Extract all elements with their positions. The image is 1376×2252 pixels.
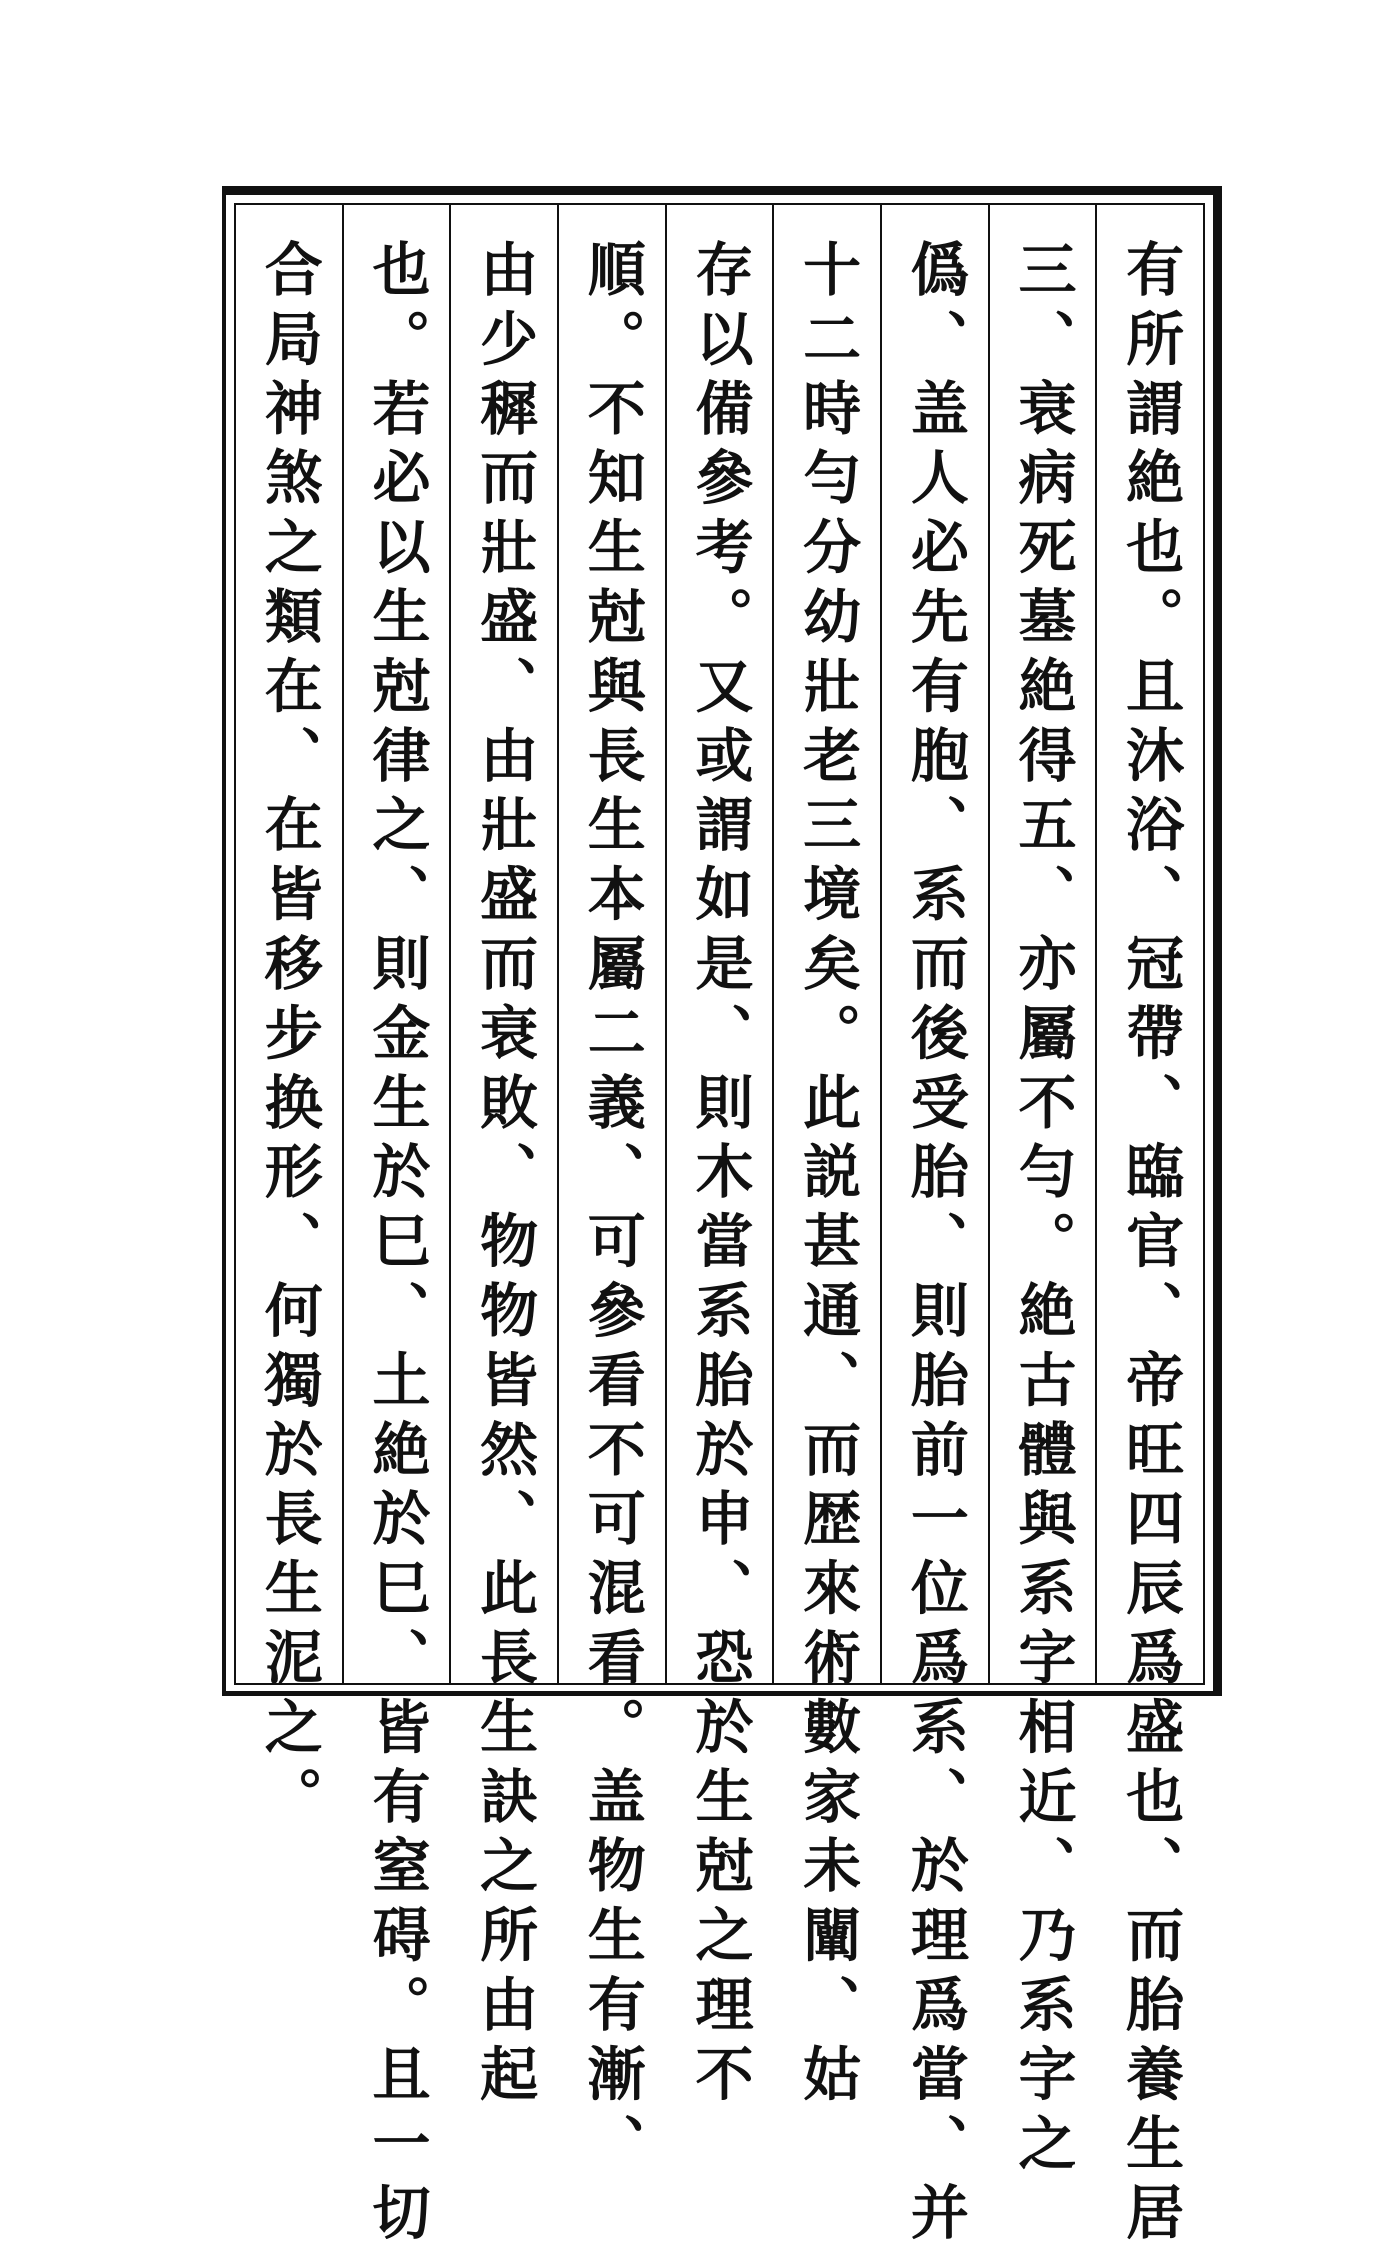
text-column-1: [1095, 205, 1203, 2252]
text-column-3: [880, 205, 988, 2252]
text-grid: [234, 203, 1205, 2252]
column-text-6: 順。不知生尅與長生本屬二義、可參看不可混看。盖物生有漸、: [577, 239, 646, 2183]
column-text-5: 存以備參考。又或謂如是、則木當系胎於申、恐於生尅之理不: [685, 239, 754, 2113]
column-text-3: 僞、盖人必先有胞、系而後受胎、則胎前一位爲系、於理爲當、并: [900, 239, 969, 2252]
text-column-6: [557, 205, 665, 2183]
column-text-8: 也。若必以生尅律之、則金生於巳、土絶於巳、皆有窒碍。且一切: [362, 239, 431, 2252]
column-text-1: 有所謂絶也。且沐浴、冠帶、臨官、帝旺四辰爲盛也、而胎養生居: [1116, 239, 1185, 2252]
column-text-9: 合局神煞之類在、在皆移步换形、何獨於長生泥之。: [254, 239, 323, 1836]
text-column-5: [665, 205, 773, 2113]
column-text-7: 由少穉而壯盛、由壯盛而衰敗、物物皆然、此長生訣之所由起: [470, 239, 539, 2113]
text-column-8: [342, 205, 450, 2252]
text-column-9: [236, 205, 342, 1836]
page-frame: [222, 186, 1222, 2252]
column-text-4: 十二時勻分幼壯老三境矣。此説甚通、而歴來術數家未闡、姑: [793, 239, 862, 2113]
text-column-2: [988, 205, 1096, 2183]
text-column-7: [449, 205, 557, 2113]
column-text-2: 三、衰病死墓絶得五、亦屬不勻。絶古體與系字相近、乃系字之: [1008, 239, 1077, 2183]
text-column-4: [772, 205, 880, 2113]
